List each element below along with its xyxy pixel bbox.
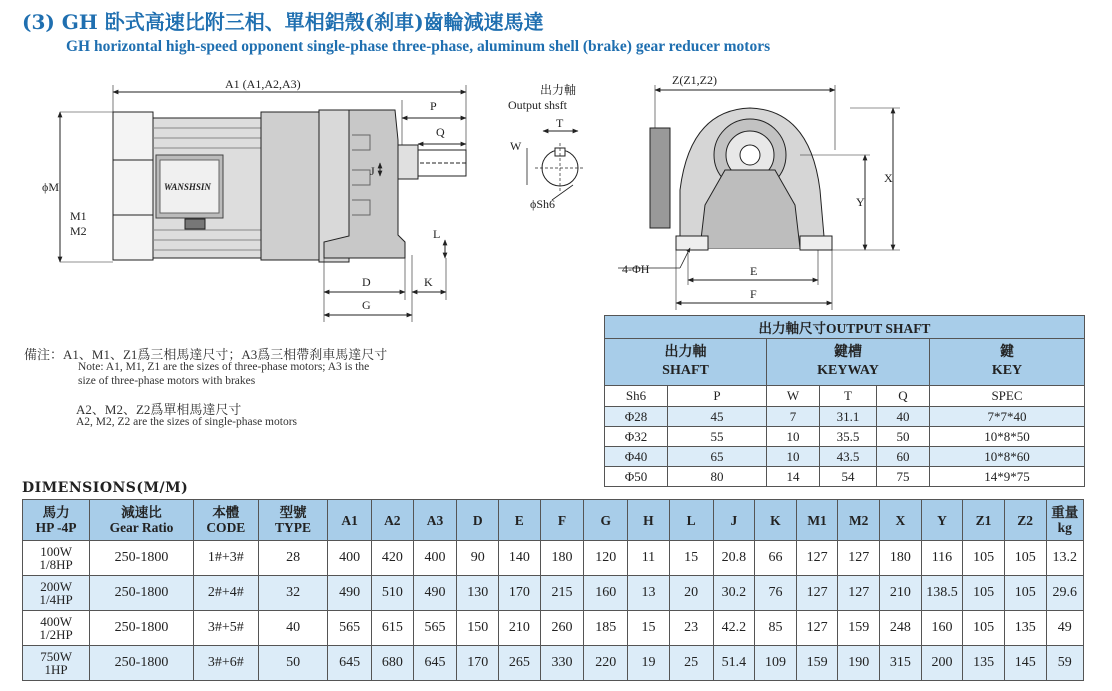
column-header: Y	[921, 500, 963, 541]
hp-cell: 200W 1/4HP	[23, 576, 90, 611]
note-line2-en: A2, M2, Z2 are the sizes of single-phase motors	[76, 416, 298, 428]
table-cell: 75	[877, 467, 930, 487]
table-cell: 7	[767, 407, 820, 427]
table-cell: 76	[755, 576, 797, 611]
table-cell: 510	[372, 576, 414, 611]
table-cell: 15	[669, 541, 713, 576]
table-cell: 55	[668, 427, 767, 447]
table-cell: 420	[372, 541, 414, 576]
col-header: Sh6	[605, 386, 668, 407]
dimensions-table	[22, 499, 1084, 681]
table-cell: 127	[838, 576, 880, 611]
output-table-title: 出力軸尺寸OUTPUT SHAFT	[605, 316, 1085, 339]
table-cell: 180	[880, 541, 922, 576]
table-cell: 105	[963, 541, 1005, 576]
table-cell: 2#+4#	[193, 576, 258, 611]
table-cell: 159	[838, 611, 880, 646]
table-cell: 15	[628, 611, 670, 646]
label-q: Q	[436, 125, 445, 139]
table-cell: 220	[584, 646, 628, 681]
table-cell: 565	[413, 611, 457, 646]
label-w: W	[510, 139, 522, 153]
table-cell: 116	[921, 541, 963, 576]
column-header: L	[669, 500, 713, 541]
table-cell: 49	[1046, 611, 1084, 646]
column-header: K	[755, 500, 797, 541]
table-cell: 140	[499, 541, 541, 576]
table-row	[23, 646, 1084, 681]
table-cell: 210	[880, 576, 922, 611]
col-header: P	[668, 386, 767, 407]
column-header: 重量 kg	[1046, 500, 1084, 541]
table-row	[605, 467, 1085, 487]
table-cell: 35.5	[820, 427, 877, 447]
table-cell: 127	[838, 541, 880, 576]
column-header: A3	[413, 500, 457, 541]
label-g: G	[362, 298, 371, 312]
hp-cell: 750W 1HP	[23, 646, 90, 681]
note-line1-en-a: Note: A1, M1, Z1 are the sizes of three-phase motors; A3 is the	[78, 361, 370, 373]
table-cell: 615	[372, 611, 414, 646]
table-cell: 20.8	[713, 541, 755, 576]
page-title: (3) GH 卧式高速比附三相、單相鋁殼(刹車)齒輪減速馬達	[22, 10, 544, 34]
motor-drawings	[0, 0, 1112, 330]
table-cell: 54	[820, 467, 877, 487]
table-row	[605, 427, 1085, 447]
table-cell: 138.5	[921, 576, 963, 611]
table-cell: 250-1800	[90, 541, 194, 576]
table-cell: 10*8*50	[930, 427, 1085, 447]
table-cell: 40	[258, 611, 327, 646]
label-m2: M2	[70, 224, 87, 238]
front-view-drawing	[650, 108, 832, 250]
column-header: M1	[796, 500, 838, 541]
table-cell: 23	[669, 611, 713, 646]
table-cell: 645	[413, 646, 457, 681]
table-cell: 80	[668, 467, 767, 487]
label-e: E	[750, 264, 758, 278]
table-cell: 65	[668, 447, 767, 467]
table-cell: 120	[584, 541, 628, 576]
column-header: G	[584, 500, 628, 541]
label-j: J	[370, 164, 375, 178]
col-header: T	[820, 386, 877, 407]
table-cell: 185	[584, 611, 628, 646]
column-header: Z1	[963, 500, 1005, 541]
table-cell: 330	[540, 646, 584, 681]
label-x: X	[884, 171, 893, 185]
table-cell: 28	[258, 541, 327, 576]
table-cell: 10	[767, 447, 820, 467]
column-header: 型號 TYPE	[258, 500, 327, 541]
table-cell: 565	[328, 611, 372, 646]
table-row	[23, 611, 1084, 646]
output-shaft-zh: 出力軸	[540, 83, 577, 97]
table-cell: 105	[1004, 576, 1046, 611]
table-cell: 135	[1004, 611, 1046, 646]
table-cell: 490	[413, 576, 457, 611]
table-cell: 50	[258, 646, 327, 681]
table-cell: 105	[963, 611, 1005, 646]
label-k: K	[424, 275, 433, 289]
table-cell: 105	[1004, 541, 1046, 576]
table-cell: 32	[258, 576, 327, 611]
label-t: T	[556, 116, 564, 130]
page-subtitle: GH horizontal high-speed opponent single-phase three-phase, aluminum shell (brake) gear reducer motors	[66, 38, 771, 55]
note-line1-zh: 備注：A1、M1、Z1爲三相馬達尺寸；A3爲三相帶刹車馬達尺寸	[24, 347, 388, 362]
column-header: 減速比 Gear Ratio	[90, 500, 194, 541]
table-cell: 127	[796, 541, 838, 576]
table-cell: 13.2	[1046, 541, 1084, 576]
hp-cell: 400W 1/2HP	[23, 611, 90, 646]
table-cell: 160	[584, 576, 628, 611]
table-cell: 90	[457, 541, 499, 576]
table-cell: 248	[880, 611, 922, 646]
table-cell: 1#+3#	[193, 541, 258, 576]
output-shaft-table	[604, 315, 1085, 487]
column-header: H	[628, 500, 670, 541]
table-cell: 127	[796, 576, 838, 611]
table-cell: 260	[540, 611, 584, 646]
table-cell: 315	[880, 646, 922, 681]
column-header: X	[880, 500, 922, 541]
table-cell: 490	[328, 576, 372, 611]
table-cell: Φ28	[605, 407, 668, 427]
column-header: 馬力 HP -4P	[23, 500, 90, 541]
table-cell: 250-1800	[90, 611, 194, 646]
table-cell: 400	[328, 541, 372, 576]
column-header: E	[499, 500, 541, 541]
column-header: D	[457, 500, 499, 541]
label-p: P	[430, 99, 437, 113]
table-cell: 20	[669, 576, 713, 611]
table-cell: 59	[1046, 646, 1084, 681]
label-phim: ϕM	[42, 180, 59, 194]
table-cell: 170	[499, 576, 541, 611]
column-header: M2	[838, 500, 880, 541]
table-cell: 10*8*60	[930, 447, 1085, 467]
table-cell: 60	[877, 447, 930, 467]
column-header: Z2	[1004, 500, 1046, 541]
table-cell: 51.4	[713, 646, 755, 681]
note-line2-zh: A2、M2、Z2爲單相馬達尺寸	[76, 402, 242, 417]
output-shaft-en: Output shsft	[508, 98, 568, 112]
table-cell: 680	[372, 646, 414, 681]
table-cell: 265	[499, 646, 541, 681]
group-key: 鍵 KEY	[930, 339, 1085, 386]
table-row	[23, 576, 1084, 611]
group-shaft: 出力軸 SHAFT	[605, 339, 767, 386]
note-line1-en-b: size of three-phase motors with brakes	[78, 375, 256, 387]
table-cell: 42.2	[713, 611, 755, 646]
table-cell: 19	[628, 646, 670, 681]
table-cell: 645	[328, 646, 372, 681]
table-cell: 45	[668, 407, 767, 427]
table-cell: 190	[838, 646, 880, 681]
table-cell: 14	[767, 467, 820, 487]
label-h: 4-ΦH	[622, 262, 650, 276]
table-cell: 11	[628, 541, 670, 576]
label-m1: M1	[70, 209, 87, 223]
table-cell: 127	[796, 611, 838, 646]
group-keyway: 鍵槽 KEYWAY	[767, 339, 930, 386]
output-shaft-drawing	[527, 131, 585, 200]
table-cell: 50	[877, 427, 930, 447]
table-cell: 400	[413, 541, 457, 576]
table-row	[605, 447, 1085, 467]
table-cell: 145	[1004, 646, 1046, 681]
table-cell: 43.5	[820, 447, 877, 467]
table-cell: 13	[628, 576, 670, 611]
column-header: 本體 CODE	[193, 500, 258, 541]
column-header: A2	[372, 500, 414, 541]
col-header: SPEC	[930, 386, 1085, 407]
label-d: D	[362, 275, 371, 289]
table-cell: 10	[767, 427, 820, 447]
label-a1: A1 (A1,A2,A3)	[225, 77, 301, 91]
table-cell: 250-1800	[90, 646, 194, 681]
hp-cell: 100W 1/8HP	[23, 541, 90, 576]
table-cell: 85	[755, 611, 797, 646]
dimensions-title: DIMENSIONS(M/M)	[22, 480, 189, 496]
label-sh6: ϕSh6	[530, 197, 555, 211]
table-cell: 159	[796, 646, 838, 681]
col-header: Q	[877, 386, 930, 407]
table-cell: 170	[457, 646, 499, 681]
label-f: F	[750, 287, 757, 301]
table-cell: 250-1800	[90, 576, 194, 611]
table-row	[23, 541, 1084, 576]
table-cell: Φ40	[605, 447, 668, 467]
table-cell: 30.2	[713, 576, 755, 611]
table-cell: 14*9*75	[930, 467, 1085, 487]
table-cell: 25	[669, 646, 713, 681]
column-header: J	[713, 500, 755, 541]
table-cell: 160	[921, 611, 963, 646]
label-l: L	[433, 227, 441, 241]
col-header: W	[767, 386, 820, 407]
table-cell: 3#+6#	[193, 646, 258, 681]
table-cell: Φ32	[605, 427, 668, 447]
label-y: Y	[856, 195, 865, 209]
table-cell: 31.1	[820, 407, 877, 427]
brand-label: WANSHSIN	[164, 182, 211, 192]
table-cell: 180	[540, 541, 584, 576]
table-cell: 135	[963, 646, 1005, 681]
column-header: F	[540, 500, 584, 541]
table-cell: 130	[457, 576, 499, 611]
table-cell: 109	[755, 646, 797, 681]
table-cell: 215	[540, 576, 584, 611]
table-cell: 3#+5#	[193, 611, 258, 646]
column-header: A1	[328, 500, 372, 541]
table-cell: 210	[499, 611, 541, 646]
table-row	[605, 407, 1085, 427]
table-cell: Φ50	[605, 467, 668, 487]
table-cell: 200	[921, 646, 963, 681]
table-cell: 7*7*40	[930, 407, 1085, 427]
table-cell: 29.6	[1046, 576, 1084, 611]
table-cell: 66	[755, 541, 797, 576]
table-cell: 150	[457, 611, 499, 646]
table-cell: 40	[877, 407, 930, 427]
table-cell: 105	[963, 576, 1005, 611]
label-z: Z(Z1,Z2)	[672, 73, 717, 87]
